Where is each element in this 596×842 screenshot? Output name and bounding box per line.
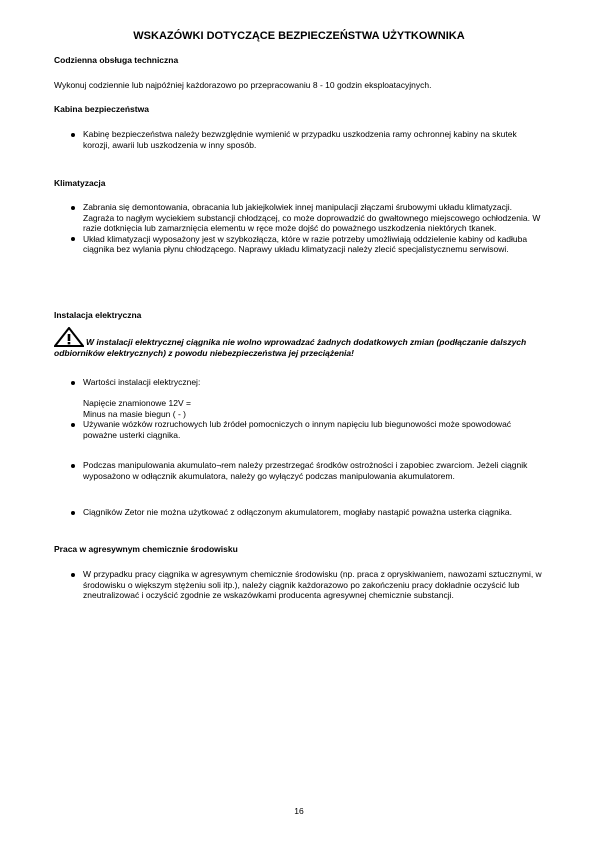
ac-heading: Klimatyzacja [54, 178, 106, 188]
list-item: Kabinę bezpieczeństwa należy bezwzględnie wymienić w przypadku uszkodzenia ramy ochronnej kabiny na skutek korozji, awarii lub uszkodzenia w inny sposób. [54, 129, 544, 150]
list-item: Podczas manipulowania akumulato¬rem należy przestrzegać środków ostrożności i zapobiec zwarciom. Jeżeli ciągnik wyposażono w odłącznik akumulatora, należy go wyłączyć podczas manipulowania akumulatorem. [54, 460, 544, 481]
warning-triangle-icon [54, 327, 84, 347]
electrical-list [54, 377, 544, 441]
cabin-heading: Kabina bezpieczeństwa [54, 104, 149, 114]
chemical-list [54, 569, 544, 601]
voltage-value: Napięcie znamionowe 12V = [83, 398, 191, 409]
chemical-heading: Praca w agresywnym chemicznie środowisku [54, 544, 238, 554]
electrical-warning [54, 327, 544, 358]
list-item [54, 377, 544, 419]
list-item: Układ klimatyzacji wyposażony jest w szybkozłącza, które w razie potrzeby umożliwiają oddzielenie kabiny od kadłuba ciągnika bez wylania płynu chłodzącego. Naprawy układu klimatyzacji należy zlecić specjalistycznemu serwisowi. [54, 234, 544, 255]
electrical-list-zetor [54, 507, 544, 518]
list-item: Używanie wózków rozruchowych lub źródeł pomocniczych o innym napięciu lub biegunowości może spowodować poważne usterki ciągnika. [54, 419, 544, 440]
electrical-list-battery [54, 460, 544, 481]
daily-maintenance-text: Wykonuj codziennie lub najpóźniej każdorazowo po przepracowaniu 8 - 10 godzin eksploatacyjnych. [54, 80, 432, 90]
cabin-list [54, 129, 544, 150]
page-title: WSKAZÓWKI DOTYCZĄCE BEZPIECZEŃSTWA UŻYTKOWNIKA [133, 30, 465, 42]
ground-value: Minus na masie biegun ( - ) [83, 408, 186, 419]
page-number: 16 [294, 806, 304, 816]
electrical-heading: Instalacja elektryczna [54, 310, 142, 320]
values-label: Wartości instalacji elektrycznej: [83, 377, 201, 387]
electrical-warning-text: W instalacji elektrycznej ciągnika nie wolno wprowadzać żadnych dodatkowych zmian (podłączanie dalszych odbiorników elektrycznych) z powodu niebezpieczeństwa jej przeciążenia! [54, 337, 527, 358]
daily-maintenance-heading: Codzienna obsługa techniczna [54, 55, 179, 65]
list-item: Ciągników Zetor nie można użytkować z odłączonym akumulatorem, mogłaby nastąpić poważna usterka ciągnika. [54, 507, 544, 518]
list-item: Zabrania się demontowania, obracania lub jakiejkolwiek innej manipulacji złączami śrubowymi układu klimatyzacji. Zagraża to nagłym wyciekiem substancji chłodzącej, co może doprowadzić do gwałtownego miejscowego ochłodzenia. W razie dotknięcia lub zamarznięcia elementu w ręce może dojść do poważnego uszkodzenia niektórych tkanek. [54, 202, 544, 234]
ac-list [54, 202, 544, 255]
list-item: W przypadku pracy ciągnika w agresywnym chemicznie środowisku (np. praca z opryskiwaniem, nawozami sztucznymi, w środowisku o większym stężeniu soli itp.), należy ciągnik każdorazowo po zakończeniu pracy dokładnie oczyścić lub zneutralizować i oczyścić zgodnie ze wskazówkami producenta agresywnej chemicznie substancji. [54, 569, 544, 601]
